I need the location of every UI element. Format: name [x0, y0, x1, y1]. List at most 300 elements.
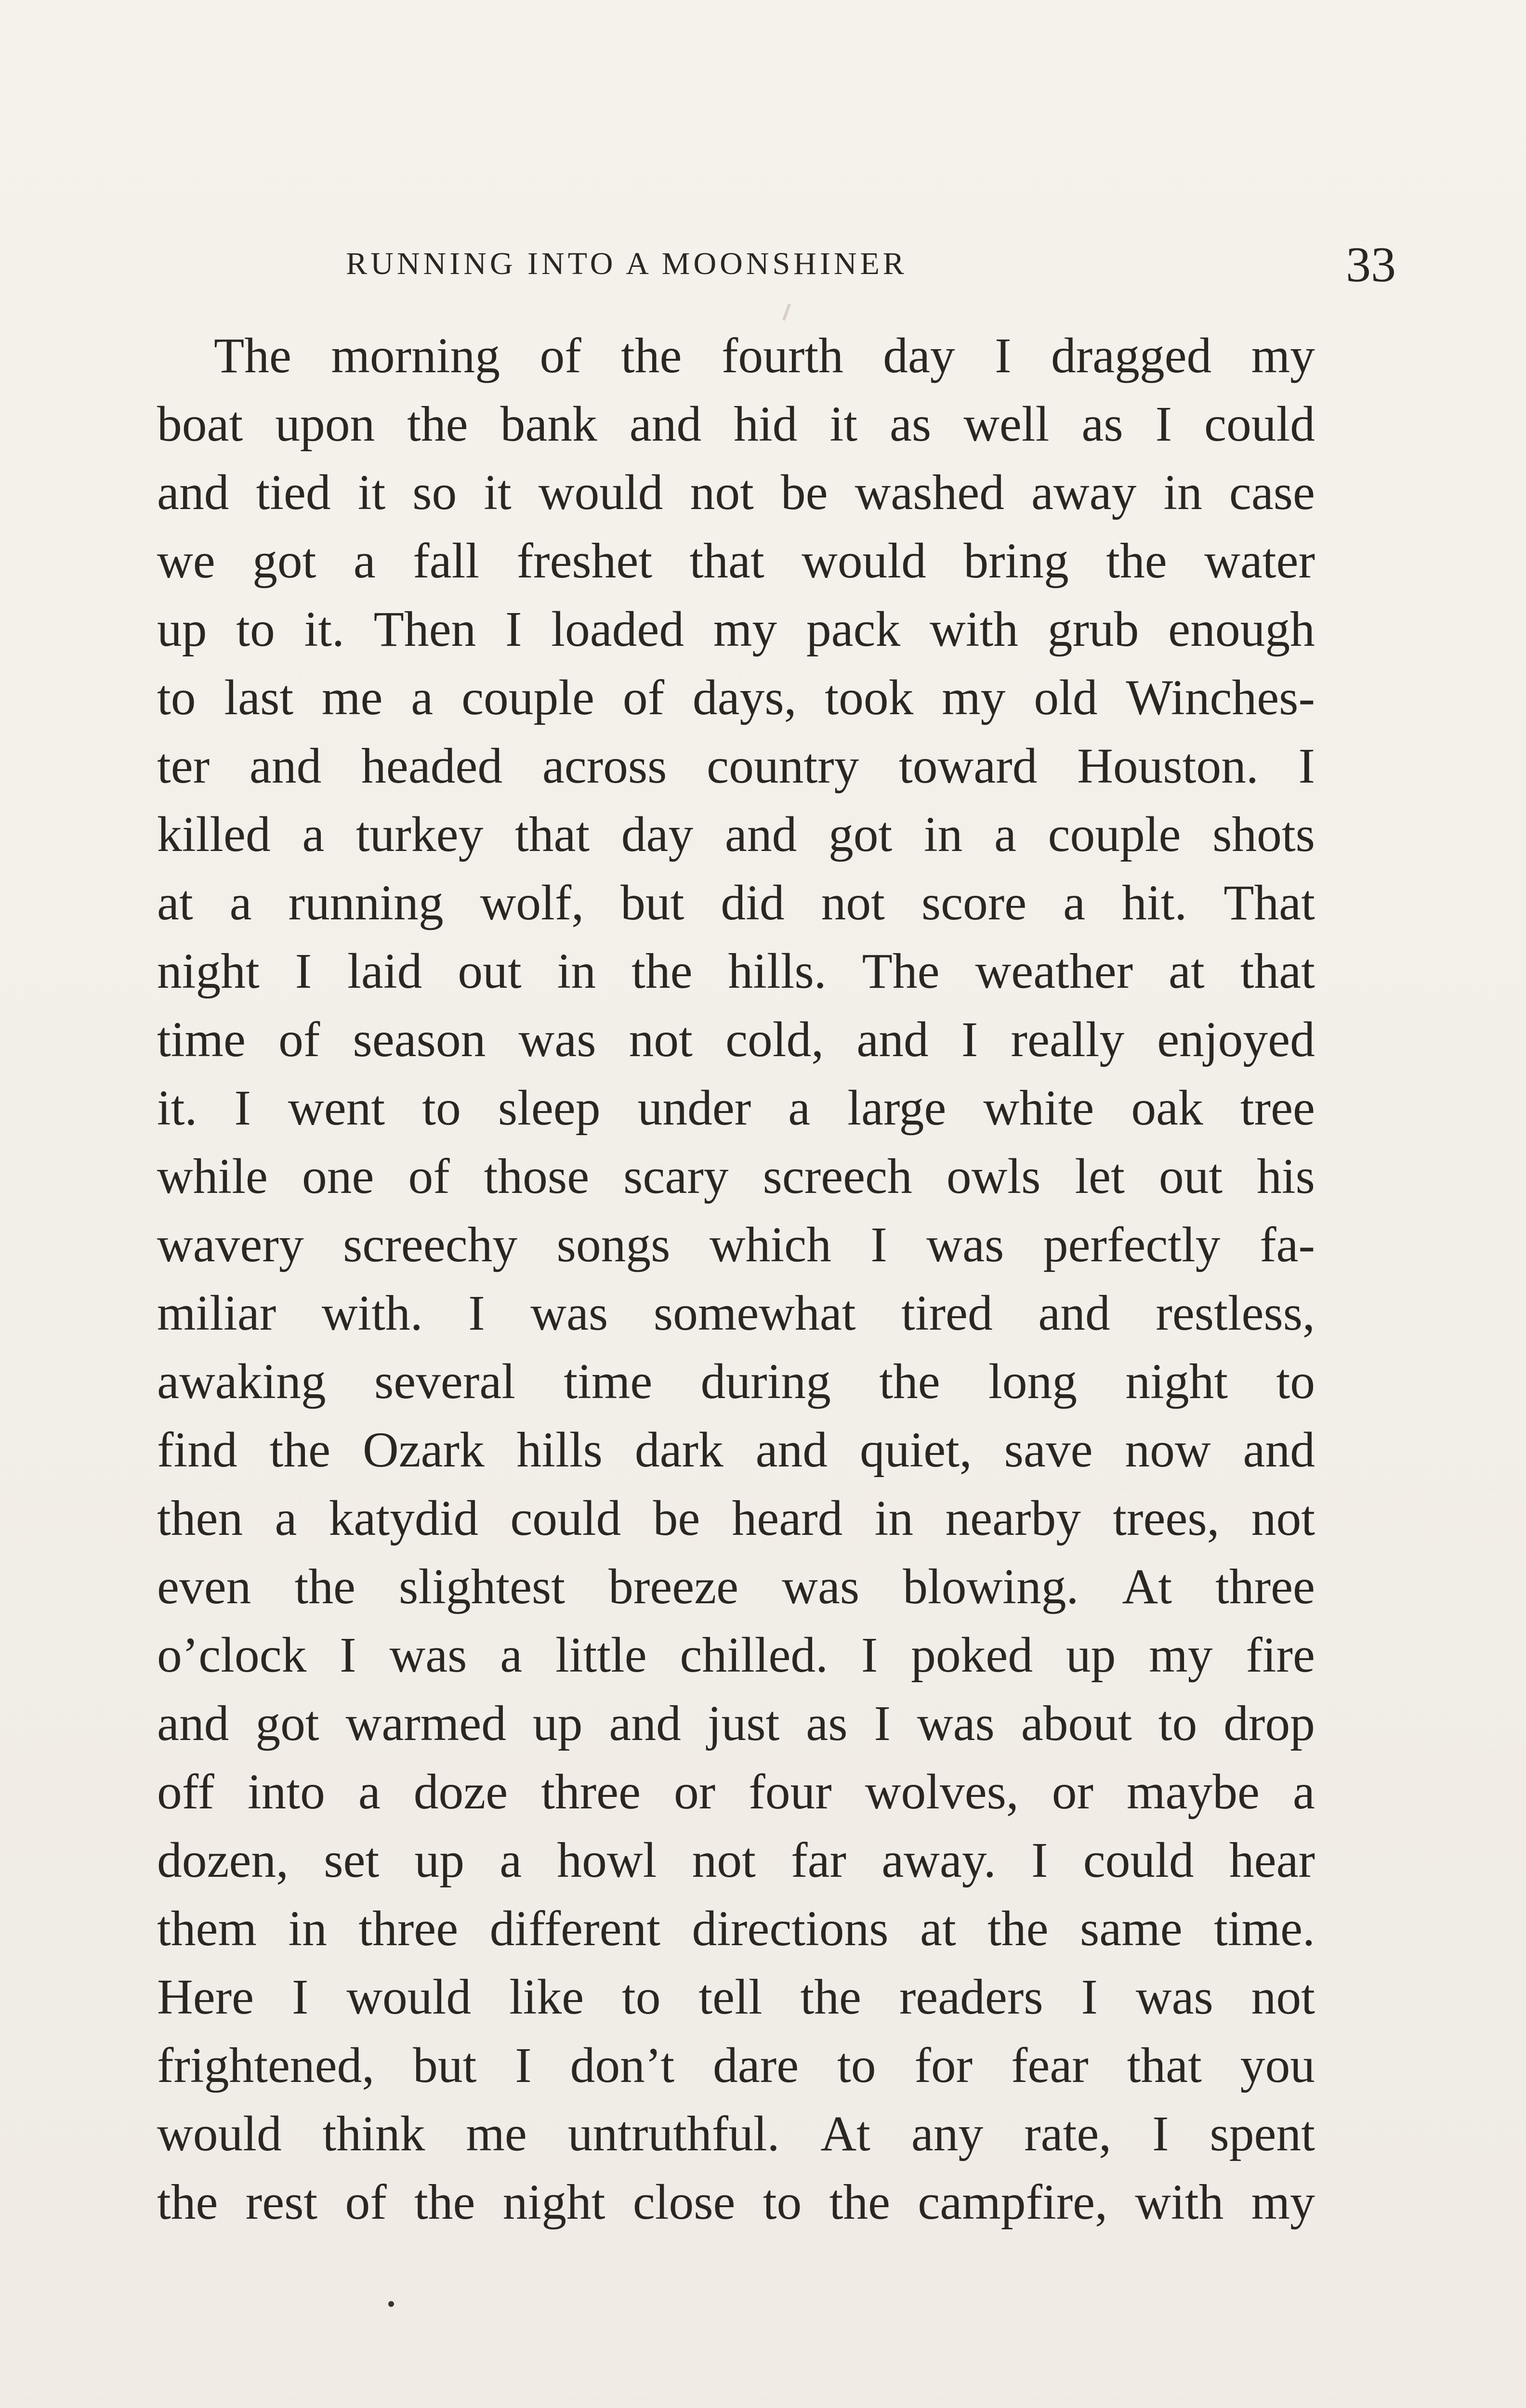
- word: heard: [732, 1491, 843, 1546]
- word: out: [458, 944, 522, 999]
- word: was: [389, 1628, 467, 1683]
- text-line: [157, 937, 1315, 1006]
- word: long: [988, 1354, 1078, 1409]
- text-line: [157, 869, 1315, 937]
- word: somewhat: [653, 1286, 856, 1341]
- word: in: [288, 1901, 327, 1956]
- word: out: [1158, 1149, 1223, 1204]
- word: under: [637, 1081, 751, 1136]
- word: and: [157, 1696, 229, 1751]
- word: you: [1240, 2038, 1315, 2093]
- word: well: [963, 397, 1050, 452]
- word: could: [1083, 1833, 1194, 1888]
- word: score: [921, 876, 1027, 930]
- word: I: [505, 602, 522, 657]
- word: hear: [1229, 1833, 1315, 1888]
- word: different: [489, 1901, 661, 1956]
- word: restless,: [1156, 1286, 1315, 1341]
- word: my: [713, 602, 777, 657]
- word: far: [791, 1833, 846, 1888]
- text-line: [157, 1211, 1315, 1279]
- word: rate,: [1024, 2107, 1112, 2161]
- word: took: [825, 670, 914, 725]
- word: wolf,: [480, 876, 584, 930]
- word: I: [515, 2038, 532, 2093]
- word: poked: [911, 1628, 1033, 1683]
- word: the: [631, 944, 693, 999]
- word: and: [609, 1696, 681, 1751]
- word: to: [763, 2175, 802, 2230]
- word: was: [518, 1012, 596, 1067]
- word: nearby: [945, 1491, 1081, 1546]
- word: find: [157, 1423, 237, 1478]
- word: last: [224, 670, 294, 725]
- word: that: [689, 534, 764, 589]
- word: now: [1125, 1423, 1211, 1478]
- word: grub: [1047, 602, 1139, 657]
- word: that: [1127, 2038, 1202, 2093]
- word: shots: [1212, 807, 1315, 862]
- word: a: [500, 1628, 523, 1683]
- word: bring: [963, 534, 1069, 589]
- word: my: [942, 670, 1006, 725]
- word: and: [856, 1012, 929, 1067]
- word: dozen,: [157, 1833, 289, 1888]
- word: a: [994, 807, 1016, 862]
- word: cold,: [725, 1012, 824, 1067]
- word: was: [530, 1286, 608, 1341]
- word: couple: [1048, 807, 1181, 862]
- text-line: [157, 1963, 1315, 2031]
- word: rest: [245, 2175, 318, 2230]
- word: with: [929, 602, 1018, 657]
- word: and: [249, 739, 322, 794]
- word: screech: [763, 1149, 912, 1204]
- word: season: [353, 1012, 486, 1067]
- word: not: [690, 465, 754, 520]
- word: Houston.: [1077, 739, 1259, 794]
- word: of: [408, 1149, 450, 1204]
- word: drop: [1223, 1696, 1315, 1751]
- word: that: [514, 807, 590, 862]
- word: up: [1066, 1628, 1116, 1683]
- word: let: [1075, 1149, 1125, 1204]
- word: frightened,: [157, 2038, 375, 2093]
- word: about: [1021, 1696, 1132, 1751]
- word: hills: [516, 1423, 603, 1478]
- word: got: [255, 1696, 319, 1751]
- word: white: [983, 1081, 1094, 1136]
- word: in: [923, 807, 963, 862]
- running-head: [157, 236, 1396, 294]
- word: days,: [692, 670, 797, 725]
- text-line: [157, 458, 1315, 527]
- word: same: [1080, 1901, 1183, 1956]
- word: Then: [373, 602, 476, 657]
- word: At: [1122, 1559, 1172, 1614]
- word: as: [806, 1696, 848, 1751]
- word: tree: [1240, 1081, 1315, 1136]
- word: the: [157, 2175, 218, 2230]
- word: the: [414, 2175, 475, 2230]
- word: sleep: [498, 1081, 601, 1136]
- word: one: [302, 1149, 374, 1204]
- word: untruthful.: [567, 2107, 780, 2161]
- word: toward: [899, 739, 1038, 794]
- word: I: [861, 1628, 878, 1683]
- word: up: [532, 1696, 583, 1751]
- word: case: [1229, 465, 1315, 520]
- word: in: [874, 1491, 914, 1546]
- word: was: [926, 1217, 1004, 1272]
- word: the: [294, 1559, 355, 1614]
- word: with: [1135, 2175, 1224, 2230]
- word: to: [422, 1081, 461, 1136]
- word: any: [911, 2107, 984, 2161]
- page-number: 33: [1346, 237, 1396, 292]
- word: quiet,: [859, 1423, 972, 1478]
- word: dragged: [1051, 328, 1212, 383]
- word: spent: [1210, 2107, 1315, 2161]
- text-line: [157, 390, 1315, 458]
- word: a: [1063, 876, 1086, 930]
- text-line: [157, 322, 1315, 390]
- word: the: [407, 397, 468, 452]
- word: fourth: [721, 328, 843, 383]
- word: ter: [157, 739, 210, 794]
- word: day: [621, 807, 694, 862]
- text-line: [157, 732, 1315, 800]
- word: would: [802, 534, 926, 589]
- word: my: [1149, 1628, 1213, 1683]
- word: the: [879, 1354, 940, 1409]
- word: then: [157, 1491, 243, 1546]
- word: and: [755, 1423, 828, 1478]
- ink-mark: [782, 303, 791, 321]
- word: I: [291, 1970, 309, 2025]
- word: pack: [806, 602, 901, 657]
- word: not: [1251, 1491, 1315, 1546]
- word: of: [345, 2175, 387, 2230]
- word: I: [1152, 2107, 1169, 2161]
- word: to: [837, 2038, 876, 2093]
- word: got: [252, 534, 316, 589]
- word: to: [236, 602, 275, 657]
- word: slightest: [399, 1559, 566, 1614]
- word: to: [157, 670, 196, 725]
- word: katydid: [329, 1491, 479, 1546]
- word: that: [1240, 944, 1315, 999]
- text-line: [157, 2168, 1315, 2237]
- word: off: [157, 1765, 214, 1819]
- word: set: [324, 1833, 380, 1888]
- text-line: [157, 664, 1315, 732]
- word: turkey: [355, 807, 484, 862]
- word: would: [538, 465, 663, 520]
- word: a: [411, 670, 434, 725]
- word: laid: [347, 944, 422, 999]
- word: in: [1163, 465, 1202, 520]
- word: as: [1081, 397, 1123, 452]
- text-line: [157, 1895, 1315, 1963]
- text-line: [157, 1006, 1315, 1074]
- word: or: [1052, 1765, 1094, 1819]
- word: owls: [946, 1149, 1041, 1204]
- word: to: [1276, 1354, 1315, 1409]
- word: could: [510, 1491, 621, 1546]
- word: tied: [256, 465, 331, 520]
- word: not: [692, 1833, 756, 1888]
- word: into: [247, 1765, 325, 1819]
- word: and: [1243, 1423, 1315, 1478]
- text-line: [157, 1279, 1315, 1348]
- word: doze: [413, 1765, 508, 1819]
- word: the: [829, 2175, 891, 2230]
- word: old: [1034, 670, 1098, 725]
- word: I: [870, 1217, 887, 1272]
- word: a: [229, 876, 252, 930]
- word: I: [340, 1628, 356, 1683]
- word: it: [484, 465, 512, 520]
- word: oak: [1131, 1081, 1203, 1136]
- word: o’clock: [157, 1628, 307, 1683]
- word: just: [707, 1696, 780, 1751]
- word: washed: [855, 465, 1004, 520]
- word: directions: [692, 1901, 889, 1956]
- word: wolves,: [865, 1765, 1019, 1819]
- text-line: [157, 595, 1315, 664]
- word: fear: [1011, 2038, 1089, 2093]
- word: the: [1106, 534, 1167, 589]
- ink-speck: [388, 2301, 394, 2307]
- word: hit.: [1122, 876, 1187, 930]
- word: freshet: [516, 534, 653, 589]
- word: time.: [1214, 1901, 1315, 1956]
- text-line: [157, 2031, 1315, 2100]
- word: as: [889, 397, 932, 452]
- text-line: [157, 1553, 1315, 1621]
- text-line: [157, 2100, 1315, 2168]
- word: up: [157, 602, 207, 657]
- word: Winches-: [1126, 670, 1315, 725]
- text-line: [157, 800, 1315, 869]
- word: close: [632, 2175, 736, 2230]
- text-line: [157, 1348, 1315, 1416]
- word: them: [157, 1901, 257, 1956]
- word: I: [1298, 739, 1315, 794]
- word: four: [749, 1765, 832, 1819]
- word: little: [555, 1628, 647, 1683]
- word: in: [557, 944, 596, 999]
- word: at: [157, 876, 193, 930]
- text-line: [157, 1074, 1315, 1142]
- word: my: [1251, 2175, 1315, 2230]
- text-line: [157, 527, 1315, 595]
- word: fa-: [1260, 1217, 1315, 1272]
- word: away.: [881, 1833, 996, 1888]
- word: several: [374, 1354, 516, 1409]
- word: the: [800, 1970, 861, 2025]
- word: save: [1004, 1423, 1093, 1478]
- word: large: [847, 1081, 947, 1136]
- word: hills.: [728, 944, 827, 999]
- text-line: [157, 1826, 1315, 1895]
- text-line: [157, 1142, 1315, 1211]
- word: be: [653, 1491, 700, 1546]
- word: even: [157, 1559, 251, 1614]
- word: a: [358, 1765, 381, 1819]
- word: but: [620, 876, 684, 930]
- word: fire: [1246, 1628, 1315, 1683]
- word: morning: [331, 328, 500, 383]
- word: I: [295, 944, 312, 999]
- word: dare: [713, 2038, 799, 2093]
- word: Here: [157, 1970, 254, 2025]
- word: did: [721, 876, 785, 930]
- word: running: [288, 876, 444, 930]
- word: weather: [975, 944, 1133, 999]
- word: so: [412, 465, 457, 520]
- word: dark: [634, 1423, 724, 1478]
- word: the: [269, 1423, 331, 1478]
- word: with.: [321, 1286, 423, 1341]
- word: a: [1292, 1765, 1315, 1819]
- word: headed: [361, 739, 503, 794]
- word: would: [346, 1970, 472, 2025]
- word: I: [995, 328, 1012, 383]
- word: I: [1155, 397, 1172, 452]
- word: would: [157, 2107, 282, 2161]
- word: it: [357, 465, 386, 520]
- word: of: [622, 670, 665, 725]
- word: couple: [461, 670, 594, 725]
- word: songs: [556, 1217, 671, 1272]
- word: perfectly: [1043, 1217, 1221, 1272]
- word: awaking: [157, 1354, 326, 1409]
- word: a: [353, 534, 376, 589]
- word: but: [413, 2038, 477, 2093]
- word: and: [724, 807, 797, 862]
- word: of: [539, 328, 581, 383]
- word: at: [1169, 944, 1205, 999]
- word: campfire,: [918, 2175, 1107, 2230]
- word: was: [782, 1559, 860, 1614]
- word: three: [358, 1901, 459, 1956]
- word: blowing.: [903, 1559, 1079, 1614]
- word: I: [874, 1696, 891, 1751]
- word: we: [157, 534, 215, 589]
- word: while: [157, 1149, 268, 1204]
- word: it: [829, 397, 857, 452]
- word: a: [275, 1491, 297, 1546]
- word: howl: [557, 1833, 657, 1888]
- word: readers: [899, 1970, 1043, 2025]
- word: during: [700, 1354, 831, 1409]
- body-text: [157, 322, 1315, 2237]
- word: not: [821, 876, 885, 930]
- word: I: [234, 1081, 251, 1136]
- word: water: [1204, 534, 1315, 589]
- word: it.: [157, 1081, 197, 1136]
- word: me: [466, 2107, 527, 2161]
- word: trees,: [1113, 1491, 1220, 1546]
- word: That: [1223, 876, 1315, 930]
- word: The: [214, 328, 291, 383]
- word: three: [1215, 1559, 1315, 1614]
- word: and: [1038, 1286, 1110, 1341]
- text-line: [157, 1416, 1315, 1484]
- word: time: [564, 1354, 653, 1409]
- word: of: [278, 1012, 320, 1067]
- word: warmed: [345, 1696, 506, 1751]
- word: up: [414, 1833, 464, 1888]
- word: went: [288, 1081, 385, 1136]
- word: chilled.: [680, 1628, 829, 1683]
- word: think: [322, 2107, 425, 2161]
- text-line: [157, 1484, 1315, 1553]
- word: a: [500, 1833, 522, 1888]
- word: I: [468, 1286, 485, 1341]
- word: not: [629, 1012, 693, 1067]
- word: like: [509, 1970, 584, 2025]
- word: At: [820, 2107, 870, 2161]
- word: tell: [698, 1970, 763, 2025]
- word: night: [502, 2175, 605, 2230]
- word: a: [302, 807, 325, 862]
- word: a: [788, 1081, 811, 1136]
- text-line: [157, 1758, 1315, 1826]
- word: was: [1135, 1970, 1213, 2025]
- word: loaded: [551, 602, 684, 657]
- word: to: [622, 1970, 661, 2025]
- running-title: RUNNING INTO A MOONSHINER: [346, 246, 908, 281]
- word: his: [1257, 1149, 1315, 1204]
- word: to: [1158, 1696, 1197, 1751]
- word: night: [1125, 1354, 1228, 1409]
- word: night: [157, 944, 260, 999]
- word: for: [914, 2038, 973, 2093]
- word: Ozark: [362, 1423, 485, 1478]
- word: was: [917, 1696, 995, 1751]
- word: three: [541, 1765, 641, 1819]
- word: country: [707, 739, 859, 794]
- word: day: [883, 328, 955, 383]
- word: breeze: [608, 1559, 739, 1614]
- word: I: [1081, 1970, 1098, 2025]
- word: killed: [157, 807, 271, 862]
- word: the: [987, 1901, 1049, 1956]
- word: not: [1251, 1970, 1315, 2025]
- word: at: [920, 1901, 956, 1956]
- word: those: [484, 1149, 590, 1204]
- word: bank: [500, 397, 597, 452]
- word: really: [1011, 1012, 1125, 1067]
- word: be: [780, 465, 828, 520]
- word: could: [1204, 397, 1315, 452]
- word: wavery: [157, 1217, 304, 1272]
- word: which: [709, 1217, 831, 1272]
- word: it.: [304, 602, 344, 657]
- word: got: [828, 807, 893, 862]
- word: screechy: [343, 1217, 518, 1272]
- word: scary: [623, 1149, 729, 1204]
- word: and: [157, 465, 229, 520]
- word: enjoyed: [1157, 1012, 1315, 1067]
- word: enough: [1168, 602, 1315, 657]
- word: the: [621, 328, 682, 383]
- word: don’t: [570, 2038, 675, 2093]
- word: and: [629, 397, 702, 452]
